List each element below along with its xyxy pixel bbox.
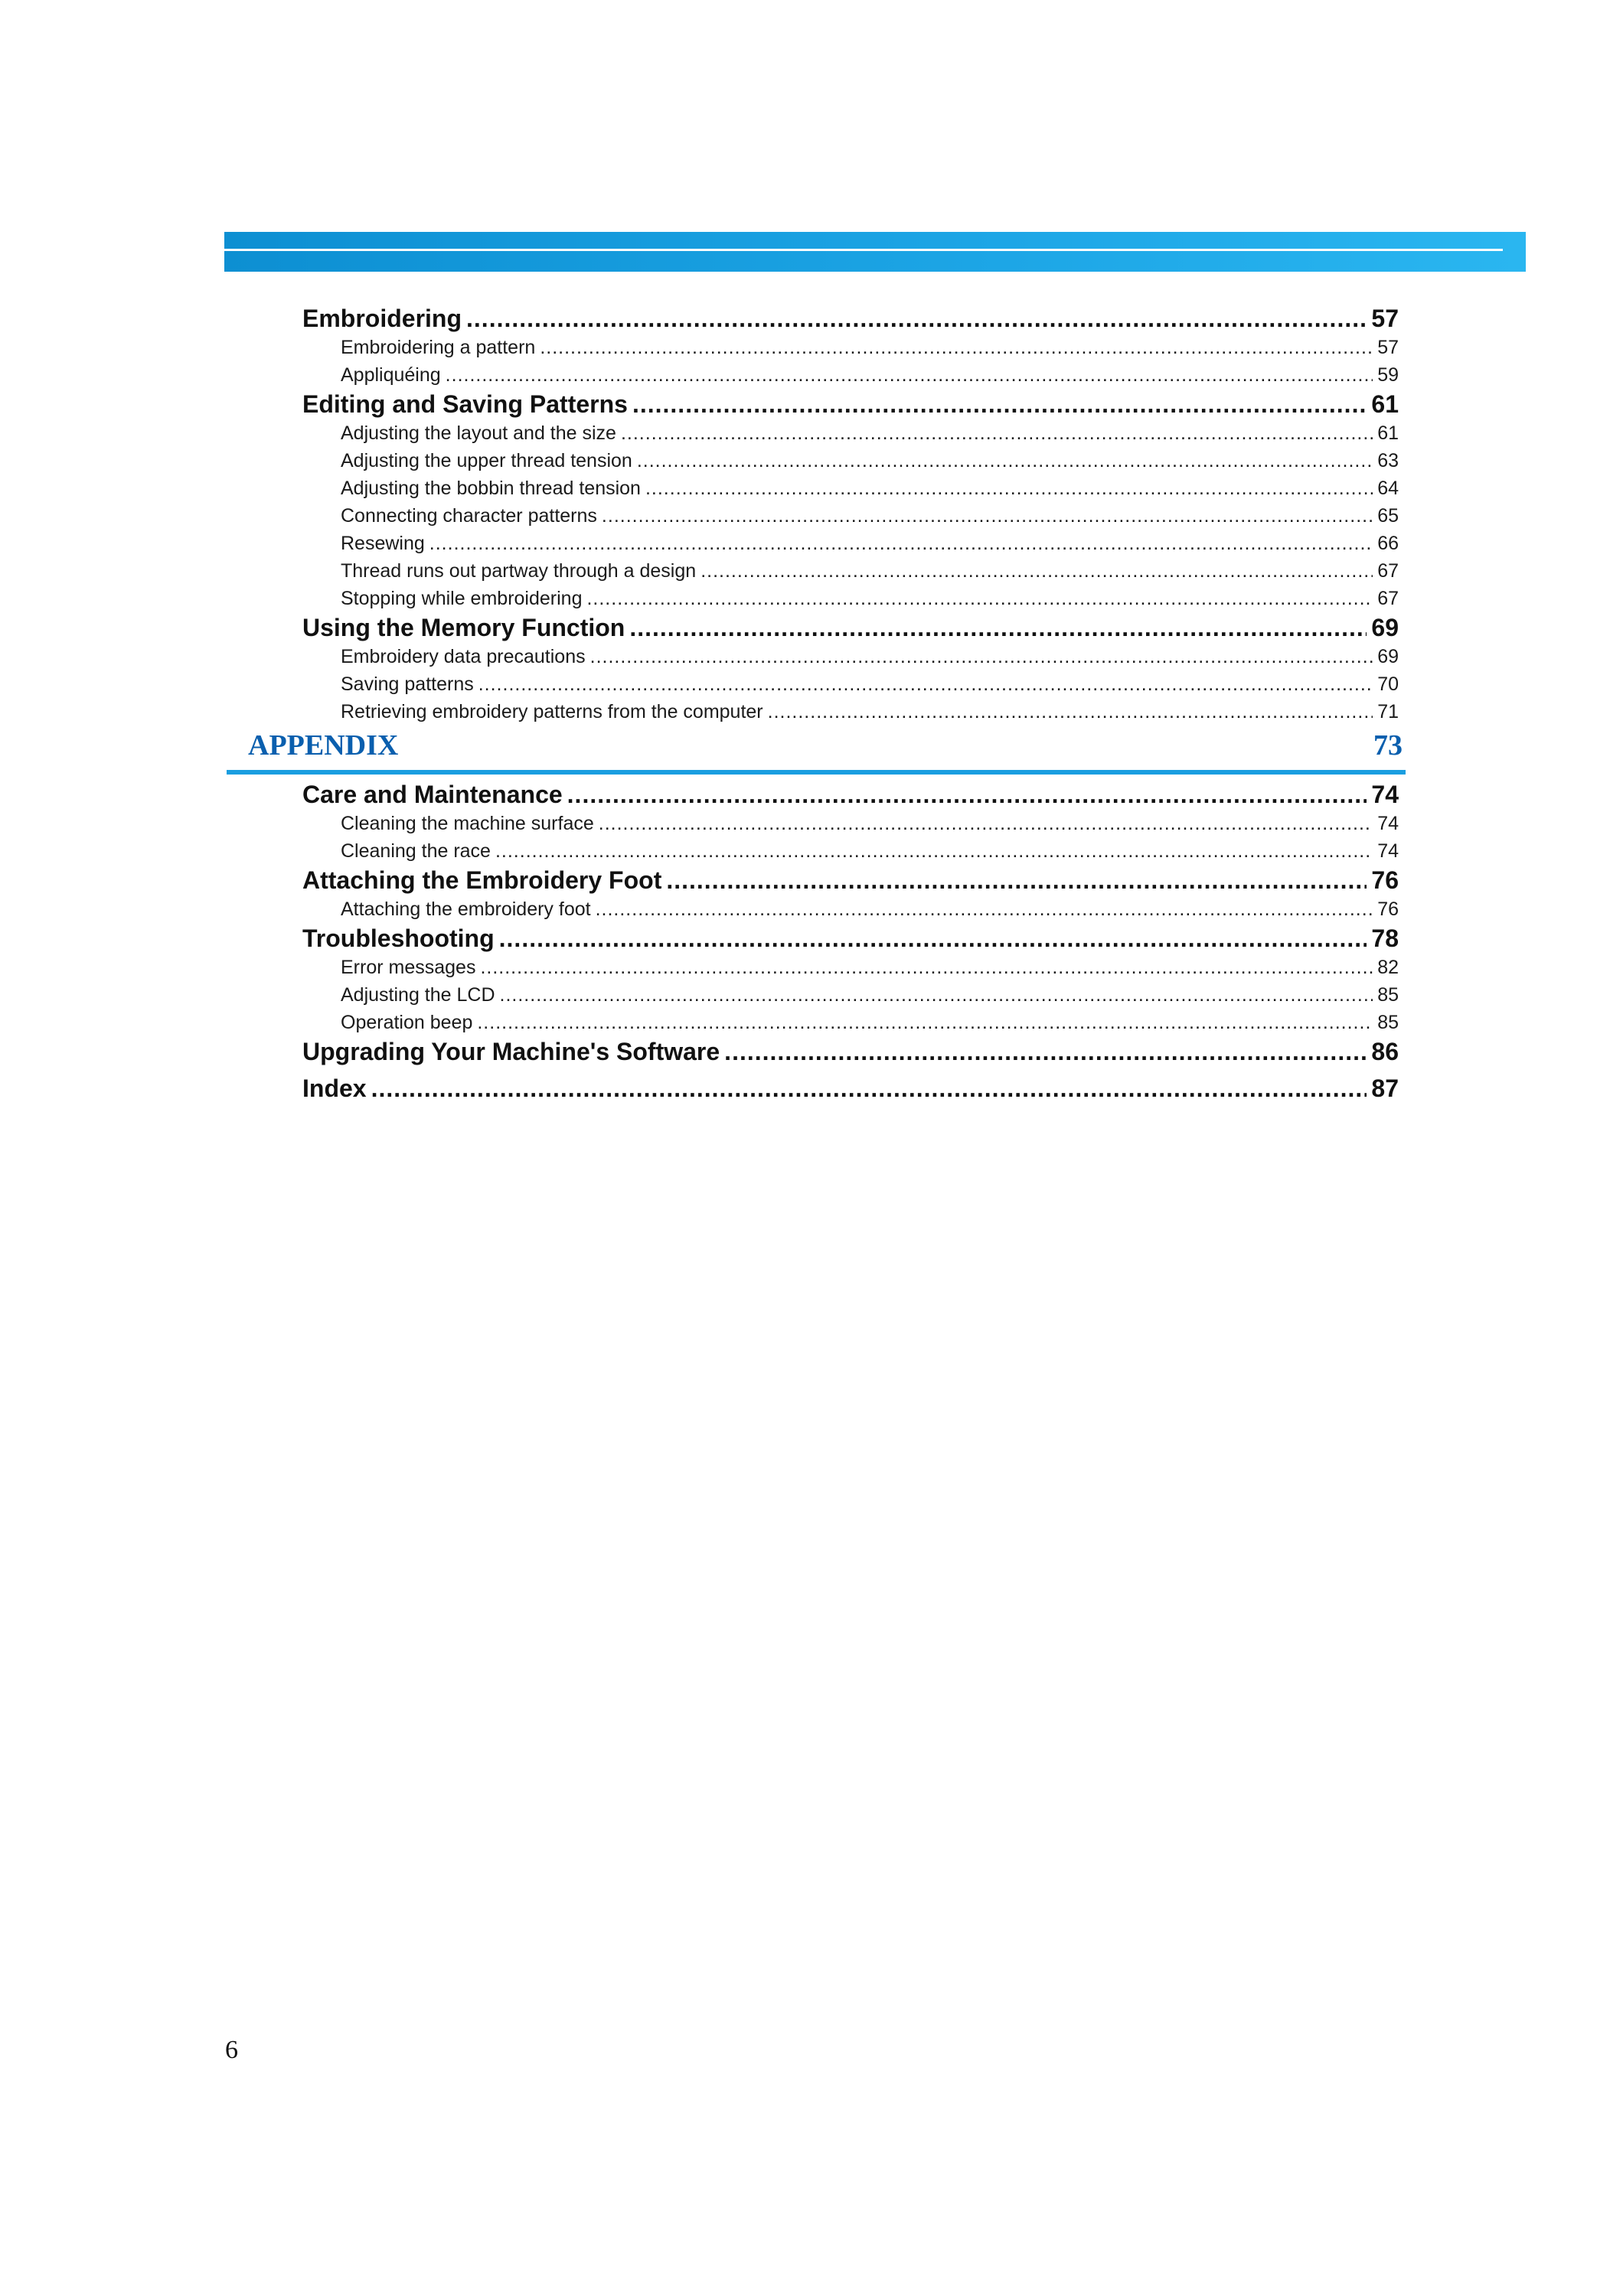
toc-subentry-title: Connecting character patterns (341, 505, 597, 527)
toc-subentry-page: 69 (1377, 646, 1399, 667)
toc-entry-page: 57 (1371, 305, 1399, 332)
toc-subentry-title: Thread runs out partway through a design (341, 560, 697, 582)
dot-leader (645, 475, 1373, 502)
toc-entry-title: Editing and Saving Patterns (302, 390, 628, 418)
toc-subentry-title: Attaching the embroidery foot (341, 899, 591, 920)
toc-entry-title: Using the Memory Function (302, 614, 625, 641)
toc-subentry-title: Saving patterns (341, 673, 474, 695)
toc-entry[interactable] (302, 303, 1399, 334)
dot-leader (632, 389, 1367, 419)
toc-entry-title: Upgrading Your Machine's Software (302, 1038, 720, 1065)
toc-entry-page: 78 (1371, 925, 1399, 952)
toc-subentry[interactable] (302, 810, 1399, 837)
dot-leader (466, 303, 1367, 334)
toc-entry[interactable] (302, 923, 1399, 954)
header-bar (224, 232, 1526, 272)
toc-subentry[interactable] (302, 1009, 1399, 1036)
dot-leader (429, 530, 1373, 557)
toc-subentry-page: 71 (1377, 701, 1399, 722)
toc-subentry-page: 59 (1377, 364, 1399, 386)
toc-subentry-page: 70 (1377, 673, 1399, 695)
toc-subentry-title: Resewing (341, 533, 425, 554)
section-heading-appendix[interactable] (248, 729, 1403, 770)
toc-subentry-title: Appliquéing (341, 364, 441, 386)
toc-entry-page: 74 (1371, 781, 1399, 808)
toc-subentry-page: 85 (1377, 984, 1399, 1006)
dot-leader (666, 865, 1367, 895)
toc-entry-page: 69 (1371, 614, 1399, 641)
toc-subentry-page: 74 (1377, 813, 1399, 834)
toc-subentry[interactable] (302, 895, 1399, 923)
toc-subentry-title: Cleaning the race (341, 840, 491, 862)
toc-subentry-title: Cleaning the machine surface (341, 813, 594, 834)
dot-leader (629, 612, 1367, 643)
toc-subentry[interactable] (302, 670, 1399, 698)
dot-leader (495, 837, 1373, 865)
dot-leader (446, 361, 1373, 389)
dot-leader (599, 810, 1373, 837)
toc-entry[interactable] (302, 1036, 1399, 1067)
entry-spacer (302, 1067, 1399, 1073)
toc-subentry-title: Stopping while embroidering (341, 588, 583, 609)
section-page: 73 (1373, 729, 1403, 762)
toc-subentry-title: Embroidery data precautions (341, 646, 586, 667)
section-rule (227, 770, 1406, 775)
toc-subentry[interactable] (302, 361, 1399, 389)
toc-subentry[interactable] (302, 698, 1399, 726)
toc-subentry-page: 66 (1377, 533, 1399, 554)
dot-leader (586, 585, 1373, 612)
toc-entry[interactable] (302, 779, 1399, 810)
toc-subentry-page: 76 (1377, 899, 1399, 920)
toc-entry-title: Care and Maintenance (302, 781, 563, 808)
dot-leader (596, 895, 1373, 923)
toc-entry-title: Troubleshooting (302, 925, 495, 952)
toc-entry-page: 87 (1371, 1075, 1399, 1102)
page-number: 6 (225, 2036, 238, 2064)
dot-leader (637, 447, 1373, 475)
dot-leader (621, 419, 1373, 447)
dot-leader (590, 643, 1373, 670)
dot-leader (700, 557, 1373, 585)
toc-subentry-title: Error messages (341, 957, 476, 978)
toc-subentry-page: 65 (1377, 505, 1399, 527)
toc-subentry[interactable] (302, 643, 1399, 670)
toc-subentry-page: 61 (1377, 422, 1399, 444)
section-title: APPENDIX (248, 729, 399, 762)
toc-subentry-title: Adjusting the bobbin thread tension (341, 478, 641, 499)
toc-subentry[interactable] (302, 981, 1399, 1009)
toc-subentry-page: 57 (1377, 337, 1399, 358)
toc-subentry[interactable] (302, 557, 1399, 585)
toc-subentry[interactable] (302, 530, 1399, 557)
toc-subentry-title: Embroidering a pattern (341, 337, 536, 358)
toc-subentry[interactable] (302, 837, 1399, 865)
toc-subentry-page: 74 (1377, 840, 1399, 862)
dot-leader (768, 698, 1373, 726)
dot-leader (500, 981, 1373, 1009)
toc-entry-title: Index (302, 1075, 367, 1102)
toc-entry-page: 61 (1371, 390, 1399, 418)
toc-subentry[interactable] (302, 954, 1399, 981)
dot-leader (724, 1036, 1367, 1067)
toc-entry-title: Embroidering (302, 305, 462, 332)
toc-subentry-title: Adjusting the layout and the size (341, 422, 616, 444)
toc-subentry-page: 85 (1377, 1012, 1399, 1033)
toc-subentry-title: Adjusting the LCD (341, 984, 495, 1006)
toc-subentry-page: 67 (1377, 560, 1399, 582)
toc-subentry[interactable] (302, 334, 1399, 361)
toc-list-top (302, 303, 1399, 726)
toc-subentry[interactable] (302, 419, 1399, 447)
toc-entry[interactable] (302, 612, 1399, 643)
toc-entry-page: 86 (1371, 1038, 1399, 1065)
toc-entry[interactable] (302, 389, 1399, 419)
dot-leader (478, 670, 1373, 698)
toc-entry[interactable] (302, 1073, 1399, 1104)
dot-leader (371, 1073, 1367, 1104)
toc-subentry-page: 67 (1377, 588, 1399, 609)
toc-subentry-page: 63 (1377, 450, 1399, 471)
dot-leader (480, 954, 1373, 981)
dot-leader (567, 779, 1367, 810)
toc-subentry-title: Retrieving embroidery patterns from the computer (341, 701, 763, 722)
dot-leader (477, 1009, 1373, 1036)
toc-subentry-page: 64 (1377, 478, 1399, 499)
header-line (224, 249, 1503, 251)
toc-subentry[interactable] (302, 447, 1399, 475)
toc-list-bottom (302, 779, 1399, 1110)
toc-subentry-title: Adjusting the upper thread tension (341, 450, 632, 471)
entry-spacer (302, 1104, 1399, 1110)
toc-subentry[interactable] (302, 475, 1399, 502)
toc-subentry-title: Operation beep (341, 1012, 473, 1033)
toc-entry-page: 76 (1371, 866, 1399, 894)
toc-entry[interactable] (302, 865, 1399, 895)
toc-subentry[interactable] (302, 585, 1399, 612)
dot-leader (540, 334, 1373, 361)
toc-entry-title: Attaching the Embroidery Foot (302, 866, 662, 894)
dot-leader (602, 502, 1373, 530)
toc-subentry-page: 82 (1377, 957, 1399, 978)
dot-leader (499, 923, 1367, 954)
toc-subentry[interactable] (302, 502, 1399, 530)
